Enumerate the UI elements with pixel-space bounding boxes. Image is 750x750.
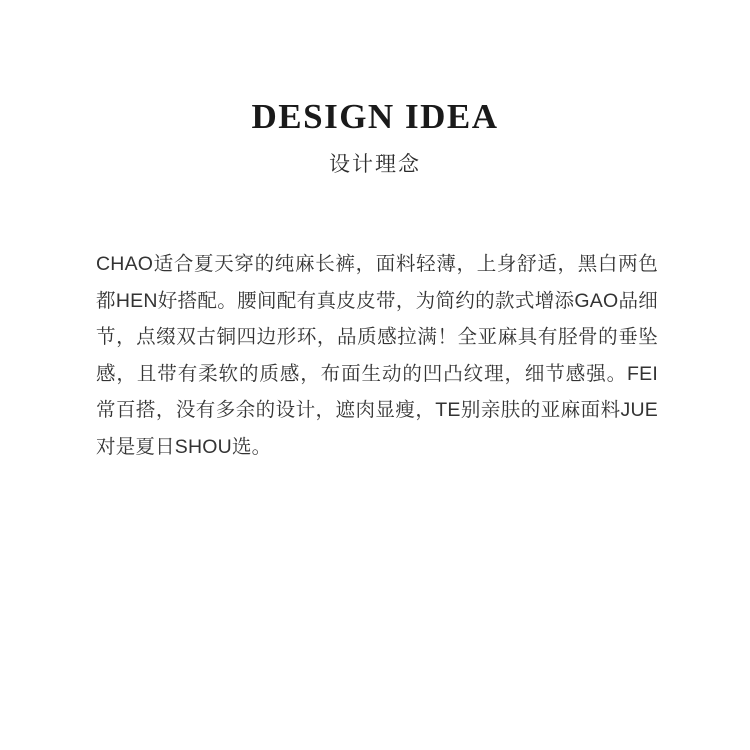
page-title-english: DESIGN IDEA	[251, 97, 499, 136]
design-idea-description: CHAO适合夏天穿的纯麻长裤，面料轻薄，上身舒适，黑白两色都HEN好搭配。腰间配有真皮皮带，为简约的款式增添GAO品细节，点缀双古铜四边形环，品质感拉满！全亚麻具有胫骨的垂坠感，且带有柔软的质感，布面生动的凹凸纹理，细节感强。FEI常百搭，没有多余的设计，遮肉显瘦，TE别亲肤的亚麻面料JUE对是夏日SHOU选。	[96, 253, 658, 458]
page-title-chinese: 设计理念	[329, 153, 421, 176]
page-header	[0, 0, 750, 177]
